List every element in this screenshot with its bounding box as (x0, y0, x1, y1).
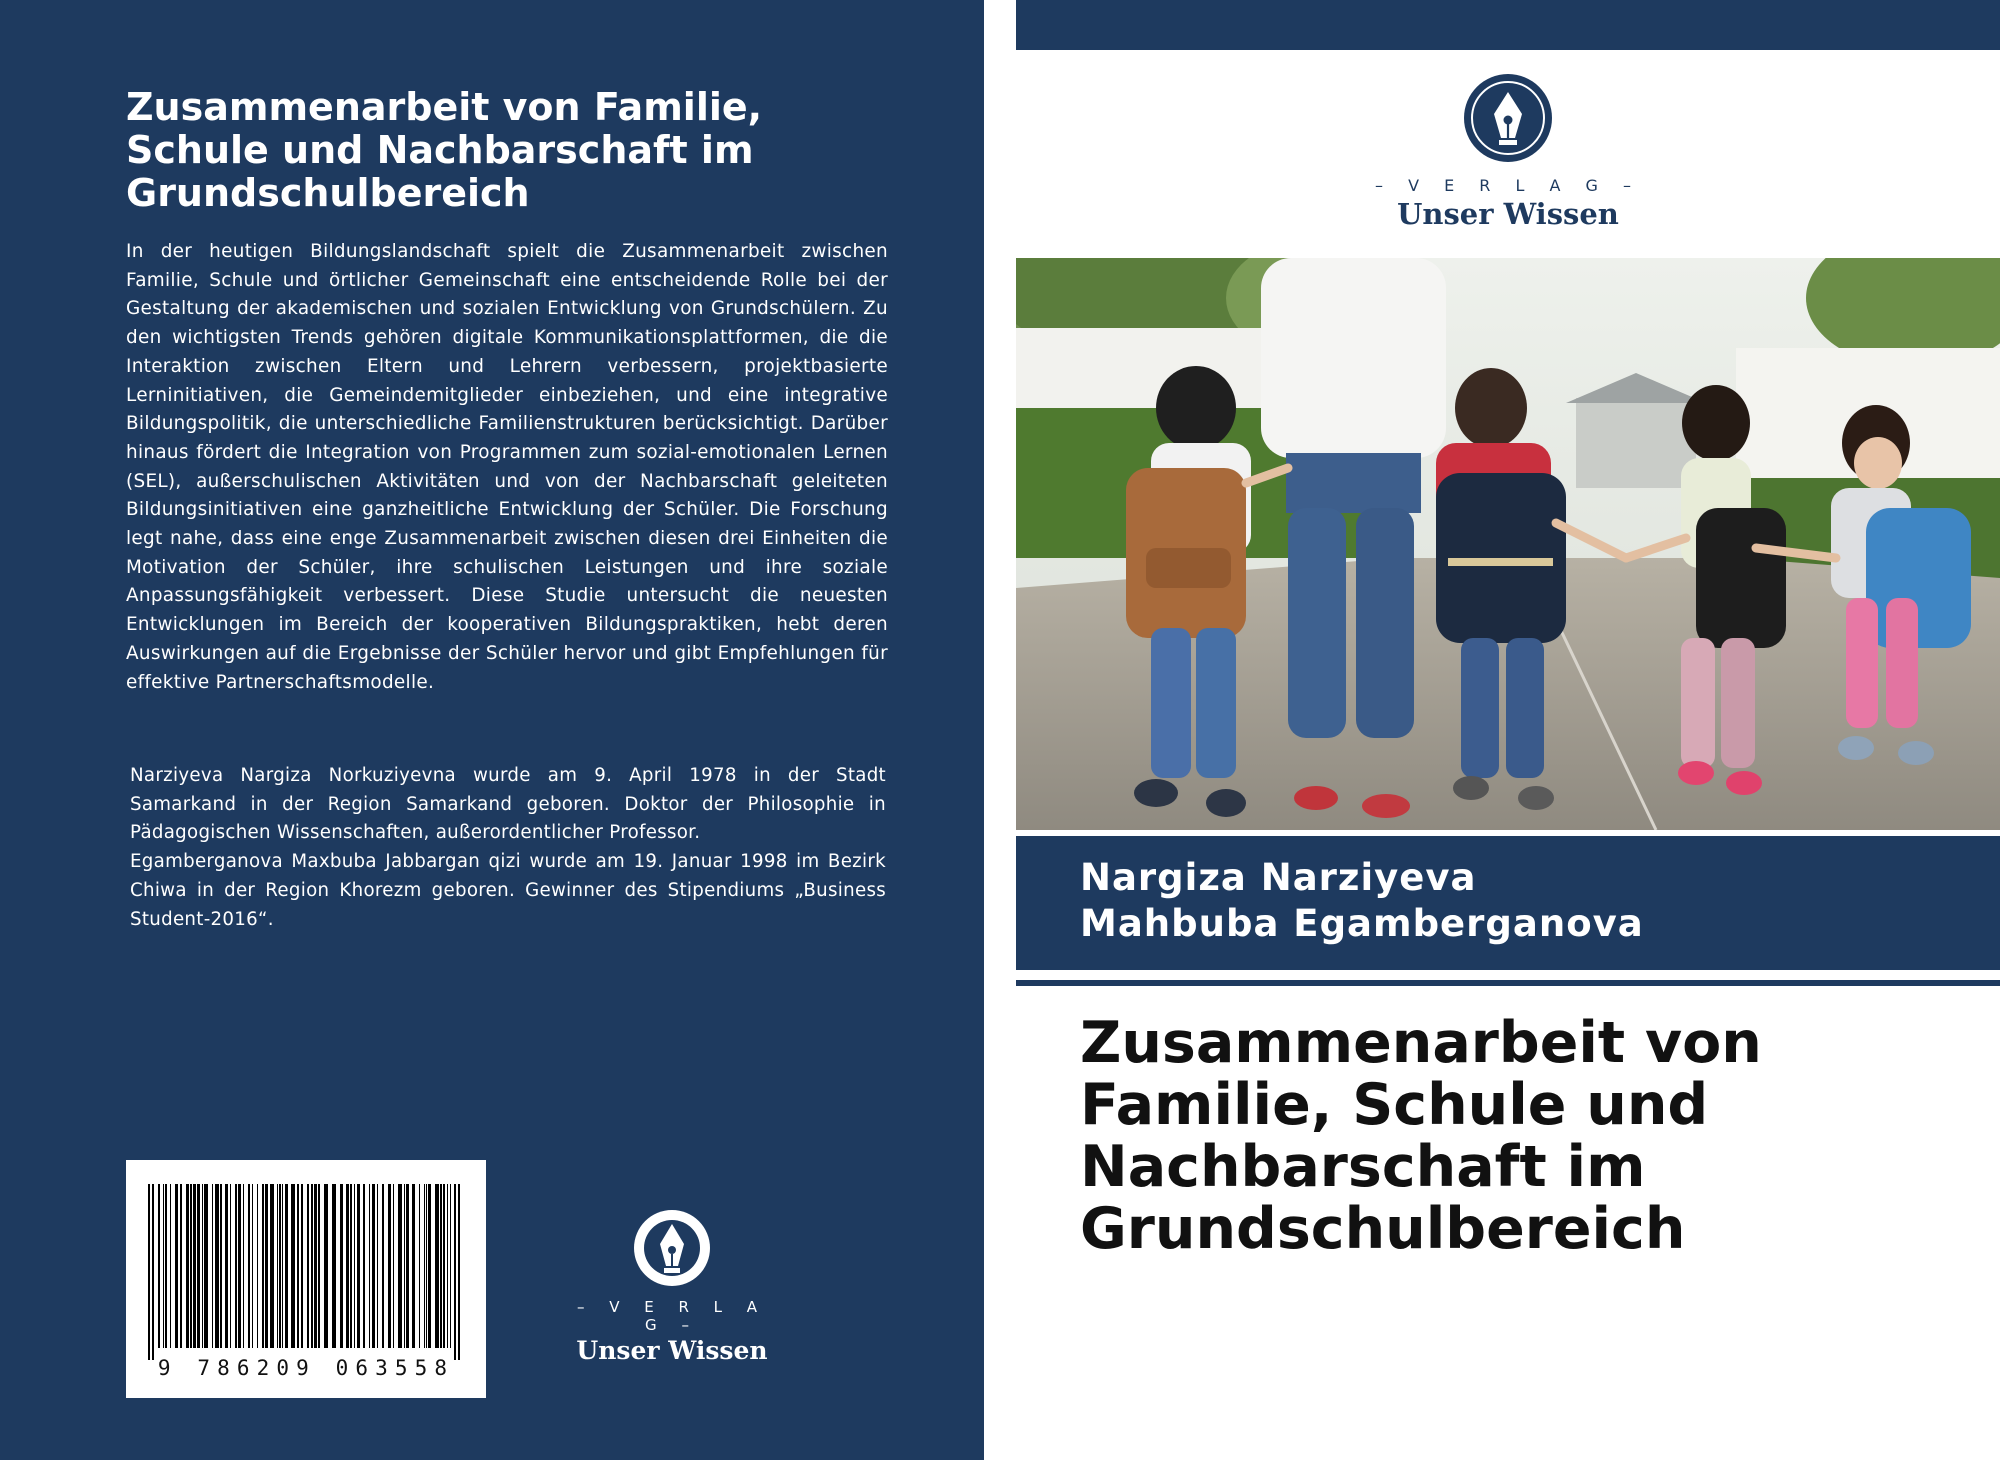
barcode-bar (398, 1184, 402, 1348)
barcode-bar (215, 1184, 219, 1348)
barcode-bar (314, 1184, 317, 1348)
barcode-bar (435, 1184, 439, 1348)
barcode-bar (388, 1184, 391, 1348)
back-title-line: Schule und Nachbarschaft im (126, 128, 754, 172)
barcode-bar (426, 1184, 427, 1348)
front-title-line: Grundschulbereich (1080, 1196, 1686, 1262)
publisher-logo-front (1362, 72, 1654, 231)
barcode-bar (202, 1184, 203, 1348)
divider-rule (1016, 980, 2000, 986)
barcode-bar (443, 1184, 445, 1348)
front-cover-title (1080, 1012, 1980, 1260)
barcode-bar (350, 1184, 352, 1348)
back-cover-title (126, 86, 886, 215)
barcode-bar (230, 1184, 231, 1348)
barcode-bar (324, 1184, 328, 1348)
front-title-line: Nachbarschaft im (1080, 1134, 1646, 1200)
author-name: Mahbuba Egamberganova (1080, 902, 1644, 945)
back-title-line: Zusammenarbeit von Familie, (126, 85, 763, 129)
barcode-bar (175, 1184, 178, 1348)
publisher-verlag-label: – V E R L A G – (576, 1298, 768, 1334)
publisher-verlag-label: – V E R L A G – (1374, 176, 1642, 195)
barcode-bar (163, 1184, 164, 1348)
barcode-bar (372, 1184, 375, 1348)
barcode-bar (440, 1184, 442, 1348)
publisher-name: Unser Wissen (1397, 197, 1619, 231)
barcode-bar (152, 1184, 154, 1360)
barcode-bar (363, 1184, 365, 1348)
author-name: Nargiza Narziyeva (1080, 856, 1477, 899)
barcode-bar (291, 1184, 295, 1348)
fountain-pen-icon (1462, 72, 1554, 164)
barcode-bar (301, 1184, 303, 1348)
barcode-bar (419, 1184, 420, 1348)
barcode-bar (220, 1184, 222, 1348)
barcode-bar (393, 1184, 394, 1348)
barcode-bar (257, 1184, 258, 1348)
author-biographies (130, 762, 886, 934)
barcode-bar (311, 1184, 313, 1348)
barcode-bar (197, 1184, 200, 1348)
back-cover-blurb: In der heutigen Bildungslandschaft spielt die Zusammenarbeit zwischen Familie, Schule und örtlicher Gemeinschaft eine entscheidende Rolle bei der Gestaltung der akademischen und sozialen Entwicklung von Grundschülern. Zu den wichtigsten Trends gehören digitale Kommunikationsplattformen, die die Interaktion zwischen Eltern und Lehrern verbessern, projektbasierte Lerninitiativen, die Gemeindemitglieder einbeziehen, und eine integrative Bildungspolitik, die unterschiedliche Familienstrukturen berücksichtigt. Darüber hinaus fördert die Integration von Programmen zum sozial-emotionalen Lernen (SEL), außerschulischen Aktivitäten und von der Nachbarschaft geleiteten Bildungsinitiativen eine ganzheitliche Entwicklung der Schüler. Die Forschung legt nahe, dass eine enge Zusammenarbeit zwischen diesen drei Einheiten die Motivation der Schüler, ihre schulischen Leistungen und ihre soziale Anpassungsfähigkeit verbessert. Diese Studie untersucht die neuesten Entwicklungen im Bereich der kooperativen Bildungspraktiken, hebt deren Auswirkungen auf die Ergebnisse der Schüler hervor und gibt Empfehlungen für effektive Partnerschaftsmodelle. (126, 241, 888, 693)
barcode-bar (357, 1184, 360, 1348)
barcode-bar (180, 1184, 182, 1348)
barcode-bar (158, 1184, 160, 1348)
front-title-line: Familie, Schule und (1080, 1072, 1709, 1138)
barcode-bar (170, 1184, 171, 1348)
publisher-logo (560, 1208, 784, 1365)
publisher-name: Unser Wissen (576, 1336, 768, 1365)
barcode-bar (238, 1184, 241, 1348)
barcode-bar (212, 1184, 213, 1348)
back-title-line: Grundschulbereich (126, 171, 530, 215)
barcode-bar (406, 1184, 409, 1348)
barcode-bars (126, 1160, 486, 1360)
barcode-bar (279, 1184, 281, 1348)
barcode-bar (318, 1184, 320, 1348)
barcode-bar (412, 1184, 415, 1348)
barcode-bar (285, 1184, 288, 1348)
author-bio-1: Narziyeva Nargiza Norkuziyevna wurde am 9. April 1978 in der Stadt Samarkand in der Region Samarkand geboren. Doktor der Philosophie in Pädagogischen Wissenschaften, außerordentlicher Professor. (130, 765, 886, 844)
fountain-pen-icon (632, 1208, 712, 1288)
barcode-bar (270, 1184, 274, 1348)
barcode-bar (190, 1184, 192, 1348)
barcode-bar (204, 1184, 208, 1348)
barcode-bar (277, 1184, 278, 1348)
author-bio-2: Egamberganova Maxbuba Jabbargan qizi wurde am 19. Januar 1998 im Bezirk Chiwa in der Region Khorezm geboren. Gewinner des Stipendiums „Business Student-2016“. (130, 851, 886, 930)
barcode-bar (282, 1184, 283, 1348)
barcode-bar (340, 1184, 343, 1348)
barcode-bar (369, 1184, 370, 1348)
barcode-bar (377, 1184, 378, 1348)
barcode-bar (248, 1184, 250, 1348)
barcode-bar (428, 1184, 431, 1348)
barcode-bar (297, 1184, 299, 1348)
barcode-bar (243, 1184, 244, 1348)
barcode-bar (450, 1184, 451, 1348)
barcode-bar (265, 1184, 268, 1348)
barcode-bar (193, 1184, 196, 1348)
authors-band (1016, 836, 2000, 970)
isbn-digits: 9 786209 063558 (157, 1356, 455, 1380)
isbn-barcode (126, 1160, 486, 1398)
barcode-bar (382, 1184, 384, 1348)
barcode-bar (454, 1184, 456, 1360)
front-title-line: Zusammenarbeit von (1080, 1010, 1762, 1076)
barcode-bar (332, 1184, 336, 1348)
barcode-bar (447, 1184, 448, 1348)
back-cover (0, 0, 984, 1460)
barcode-bar (165, 1184, 167, 1348)
barcode-bar (354, 1184, 355, 1348)
barcode-bar (346, 1184, 349, 1348)
barcode-bar (458, 1184, 460, 1360)
barcode-bar (404, 1184, 405, 1348)
barcode-bar (424, 1184, 425, 1348)
front-top-bar (1016, 0, 2000, 50)
front-cover (1016, 0, 2000, 1460)
cover-photo (1016, 258, 2000, 830)
family-walking-to-school-photo (1016, 258, 2000, 830)
barcode-bar (235, 1184, 237, 1348)
barcode-bar (225, 1184, 228, 1348)
barcode-bar (262, 1184, 264, 1348)
barcode-bar (252, 1184, 253, 1348)
barcode-bar (307, 1184, 309, 1348)
barcode-bar (148, 1184, 150, 1360)
barcode-bar (186, 1184, 189, 1348)
